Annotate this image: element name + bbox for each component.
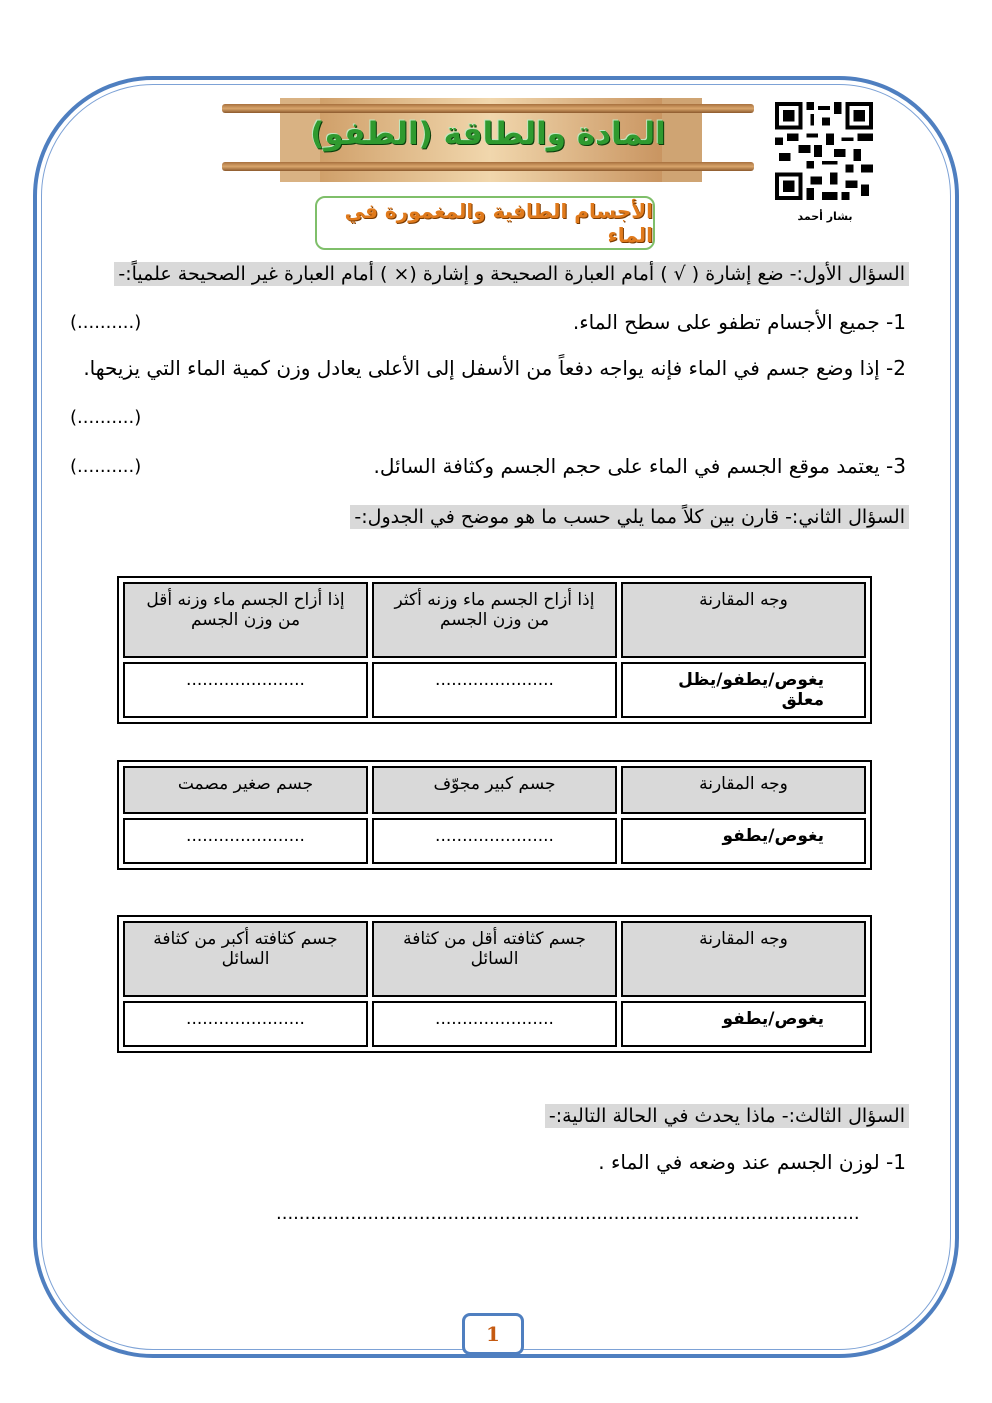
table-header-cell: وجه المقارنة (621, 582, 866, 658)
q1-item-3: 3- يعتمد موقع الجسم في الماء على حجم الجسم وكثافة السائل. (373, 454, 906, 478)
answer-blank[interactable]: ...................... (372, 662, 617, 718)
answer-blank[interactable]: ...................... (123, 818, 368, 864)
page-number: 1 (462, 1313, 524, 1355)
table-header-cell: جسم صغير مصمت (123, 766, 368, 814)
table-header-cell: جسم كثافته أقل من كثافة السائل (372, 921, 617, 997)
answer-blank[interactable]: ...................... (372, 1001, 617, 1047)
table-row-label: يغوص/يطفو/يظل معلق (621, 662, 866, 718)
table-header-cell: إذا أزاح الجسم ماء وزنه أقل من وزن الجسم (123, 582, 368, 658)
answer-blank[interactable]: ...................... (123, 662, 368, 718)
page-title: المادة والطاقة (الطفو) (310, 116, 666, 152)
q2-heading: السؤال الثاني:- قارن بين كلاً مما يلي حسب ما هو موضح في الجدول:- (350, 505, 909, 529)
answer-blank[interactable]: ...................... (372, 818, 617, 864)
q1-item-1: 1- جميع الأجسام تطفو على سطح الماء. (572, 310, 906, 334)
q3-item-1: 1- لوزن الجسم عند وضعه في الماء . (598, 1150, 906, 1174)
q1-item-1-blank[interactable]: (..........) (70, 312, 142, 333)
table-header-cell: إذا أزاح الجسم ماء وزنه أكثر من وزن الجسم (372, 582, 617, 658)
subtitle-box (315, 196, 655, 250)
q1-heading: السؤال الأول:- ضع إشارة ( √ ) أمام العبارة الصحيحة و إشارة (× ) أمام العبارة غير الصحيحة علمياً:- (114, 262, 909, 286)
table-header-cell: جسم كثافته أكبر من كثافة السائل (123, 921, 368, 997)
q3-heading: السؤال الثالث:- ماذا يحدث في الحالة التالية:- (545, 1104, 909, 1128)
table-row-label: يغوص/يطفو (621, 818, 866, 864)
author-name: بشار أحمد (797, 210, 853, 223)
comparison-table-2 (117, 760, 872, 870)
q1-item-2-blank[interactable]: (..........) (70, 407, 142, 428)
q1-item-3-blank[interactable]: (..........) (70, 456, 142, 477)
comparison-table-3 (117, 915, 872, 1053)
subtitle: الأجسام الطافية والمغمورة في الماء (344, 199, 653, 247)
table-header-cell: وجه المقارنة (621, 766, 866, 814)
table-header-cell: جسم كبير مجوّف (372, 766, 617, 814)
comparison-table-1 (117, 576, 872, 724)
table-header-cell: وجه المقارنة (621, 921, 866, 997)
qr-code-icon (775, 102, 873, 200)
table-row-label: يغوص/يطفو (621, 1001, 866, 1047)
answer-blank[interactable]: ...................... (123, 1001, 368, 1047)
q3-answer-line[interactable]: ...................................................................................................... (276, 1203, 860, 1224)
q1-item-2: 2- إذا وضع جسم في الماء فإنه يواجه دفعاً من الأسفل إلى الأعلى يعادل وزن كمية الماء التي يزيحها. (83, 356, 906, 380)
